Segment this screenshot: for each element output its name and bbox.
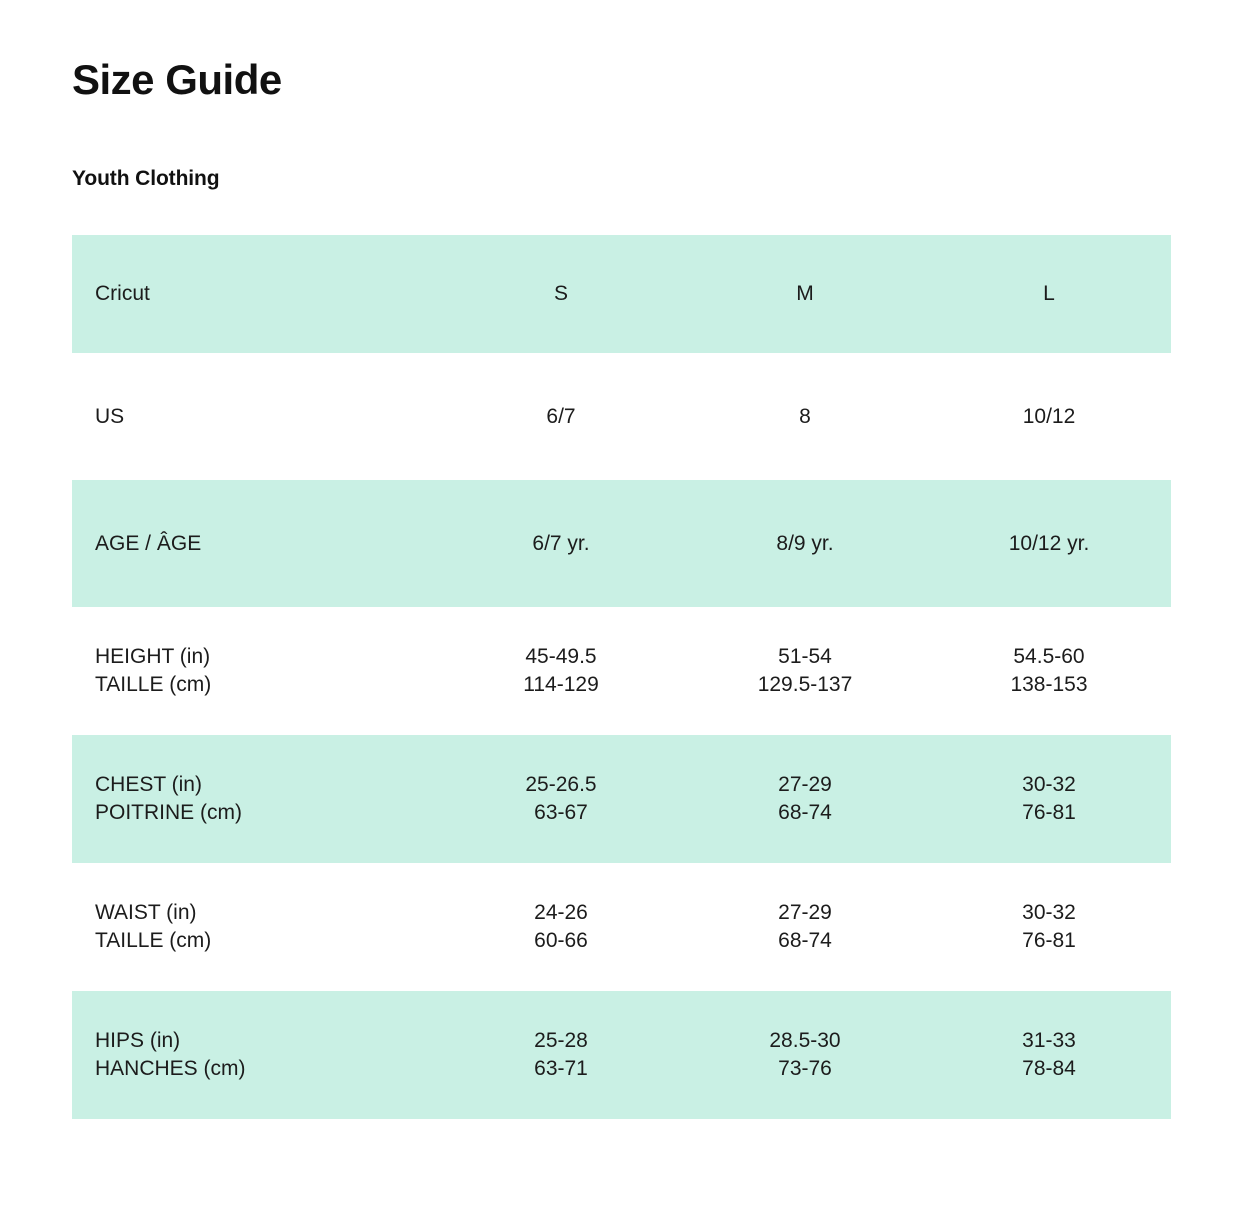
row-value-l-line1: 31-33 [1022, 1029, 1076, 1053]
row-value-m-line2: 68-74 [778, 929, 832, 953]
row-value-l [927, 607, 1171, 735]
row-value-m-line1: 8/9 yr. [776, 531, 834, 555]
row-value-s [439, 353, 683, 480]
row-value-l-line1: 10/12 yr. [1008, 531, 1090, 555]
row-value-m-line2: 68-74 [778, 801, 832, 825]
table-header-size-s: S [553, 282, 568, 306]
table-row [72, 353, 1171, 480]
row-value-l-line1: 30-32 [1022, 901, 1076, 925]
row-label-line1: WAIST (in) [95, 901, 197, 925]
table-row [72, 863, 1171, 991]
row-value-m [683, 863, 927, 991]
row-value-l [927, 863, 1171, 991]
table-row [72, 735, 1171, 863]
row-label-line1: HIPS (in) [95, 1029, 181, 1053]
table-header-size-l: L [1043, 282, 1055, 306]
row-value-l-line2: 78-84 [1022, 1057, 1076, 1081]
section-title: Youth Clothing [72, 167, 220, 191]
row-value-s [439, 991, 683, 1119]
row-value-s-line2: 114-129 [523, 673, 599, 697]
row-value-m-line2: 129.5-137 [757, 673, 853, 697]
table-header-size-m: M [796, 282, 814, 306]
row-value-m-line1: 28.5-30 [769, 1029, 841, 1053]
row-label [72, 607, 439, 735]
row-value-m-line2: 73-76 [778, 1057, 832, 1081]
row-value-l-line2: 76-81 [1022, 929, 1076, 953]
row-value-s [439, 607, 683, 735]
row-value-s-line2: 63-67 [534, 801, 588, 825]
row-value-s [439, 480, 683, 607]
row-value-m [683, 607, 927, 735]
row-value-s-line1: 25-26.5 [525, 773, 597, 797]
row-value-m [683, 480, 927, 607]
row-value-l [927, 353, 1171, 480]
row-value-m-line1: 27-29 [778, 773, 832, 797]
row-value-s [439, 735, 683, 863]
row-value-m-line1: 27-29 [778, 901, 832, 925]
row-value-s-line1: 6/7 [546, 404, 576, 428]
row-value-m [683, 735, 927, 863]
row-value-l-line1: 54.5-60 [1013, 645, 1085, 669]
row-label [72, 735, 439, 863]
row-label-line2: HANCHES (cm) [95, 1057, 246, 1081]
table-header-row [72, 235, 1171, 353]
row-value-s-line2: 60-66 [534, 929, 588, 953]
row-label [72, 991, 439, 1119]
row-value-s-line2: 63-71 [534, 1057, 588, 1081]
row-value-m-line1: 8 [799, 404, 811, 428]
row-value-l [927, 991, 1171, 1119]
table-header-label: Cricut [95, 282, 150, 306]
row-label-line1: HEIGHT (in) [95, 645, 211, 669]
page-title: Size Guide [72, 56, 282, 103]
row-label-line1: CHEST (in) [95, 773, 202, 797]
row-label-line1: AGE / ÂGE [95, 531, 202, 555]
row-label-line2: POITRINE (cm) [95, 801, 242, 825]
row-value-s-line1: 45-49.5 [525, 645, 597, 669]
row-value-l-line1: 30-32 [1022, 773, 1076, 797]
row-value-m-line1: 51-54 [778, 645, 832, 669]
row-label [72, 863, 439, 991]
row-value-l [927, 735, 1171, 863]
row-value-l [927, 480, 1171, 607]
table-row [72, 991, 1171, 1119]
row-label-line2: TAILLE (cm) [95, 673, 212, 697]
row-value-m [683, 353, 927, 480]
row-label [72, 353, 439, 480]
row-value-l-line1: 10/12 [1022, 404, 1076, 428]
row-value-l-line2: 76-81 [1022, 801, 1076, 825]
row-label-line1: US [95, 404, 125, 428]
row-value-s-line1: 6/7 yr. [532, 531, 590, 555]
row-value-s [439, 863, 683, 991]
table-row [72, 607, 1171, 735]
size-guide-table [72, 235, 1171, 1119]
row-label-line2: TAILLE (cm) [95, 929, 212, 953]
row-value-l-line2: 138-153 [1010, 673, 1088, 697]
row-value-s-line1: 24-26 [534, 901, 588, 925]
row-value-m [683, 991, 927, 1119]
row-value-s-line1: 25-28 [534, 1029, 588, 1053]
row-label [72, 480, 439, 607]
table-row [72, 480, 1171, 607]
